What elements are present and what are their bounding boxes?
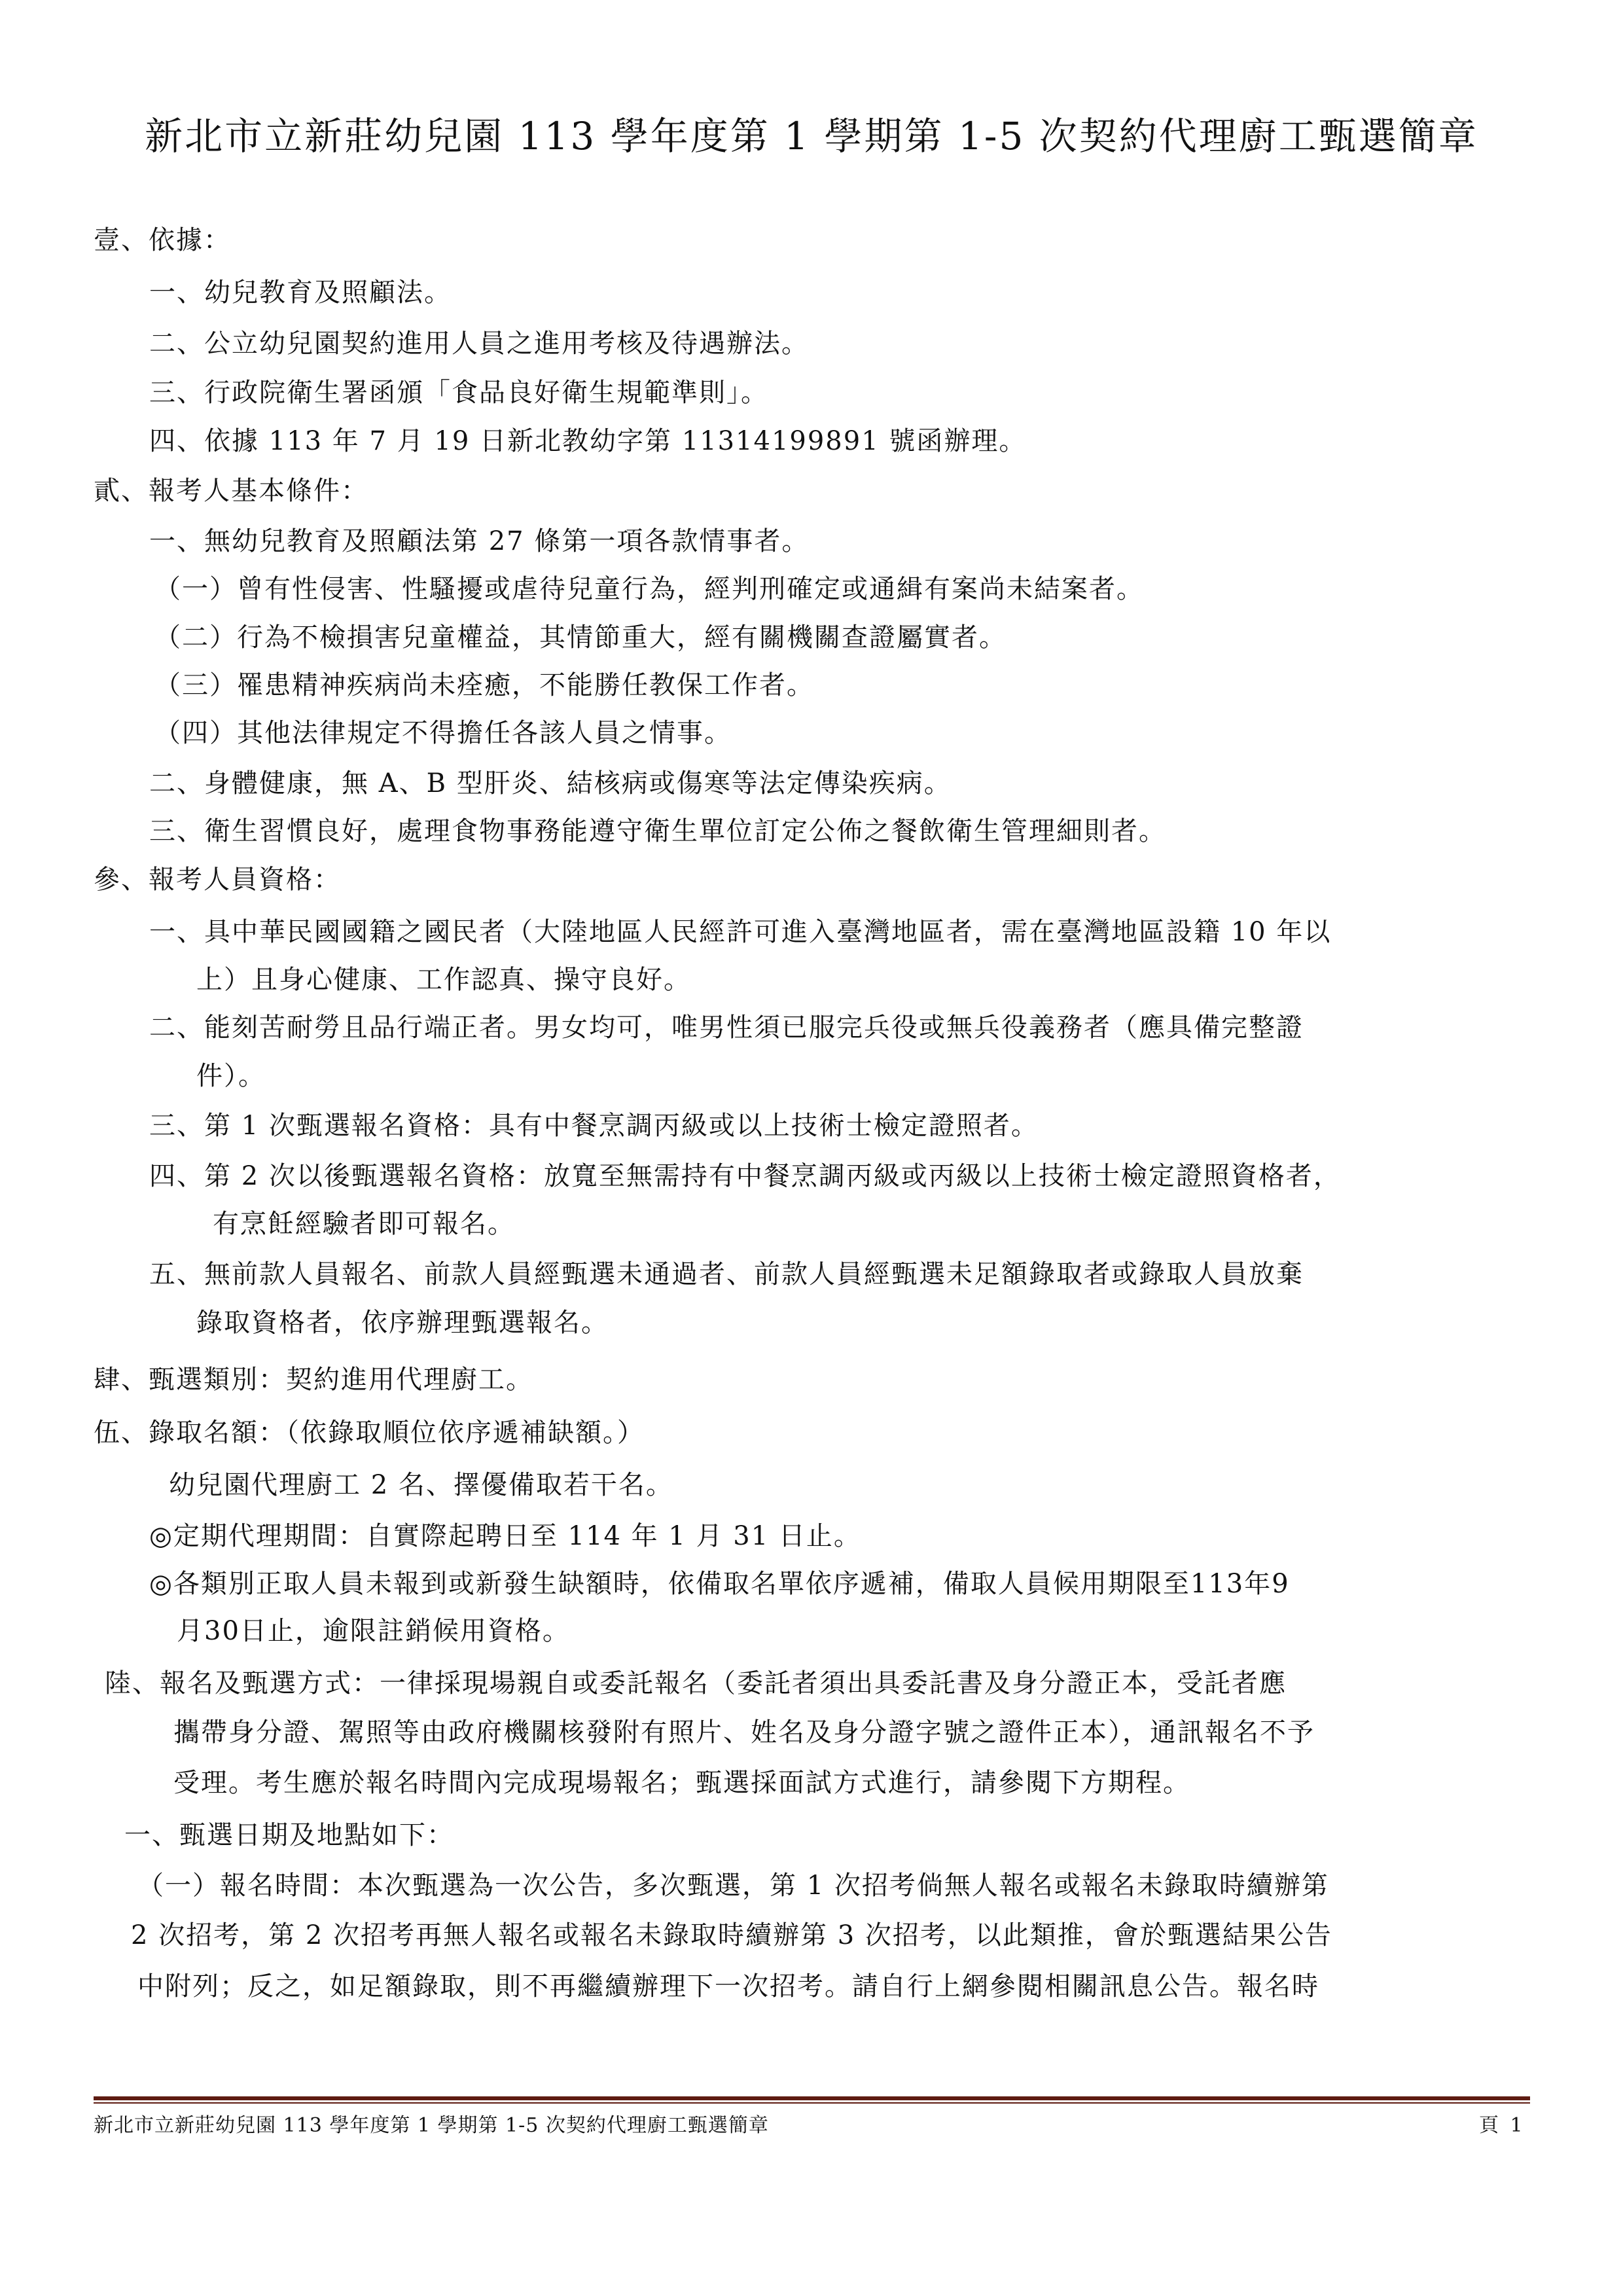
body-line: 三、行政院衛生署函頒「食品良好衛生規範準則」。	[149, 378, 768, 408]
section-heading: 壹、依據：	[94, 225, 231, 255]
body-line: （三）罹患精神疾病尚未痊癒，不能勝任教保工作者。	[154, 670, 814, 700]
body-line: ◎各類別正取人員未報到或新發生缺額時，依備取名單依序遞補，備取人員候用期限至113年9	[149, 1569, 1290, 1599]
body-line: （二）行為不檢損害兒童權益，其情節重大，經有關機關查證屬實者。	[154, 622, 1007, 653]
body-line: 攜帶身分證、駕照等由政府機關核發附有照片、姓名及身分證字號之證件正本），通訊報名不予	[173, 1717, 1315, 1748]
body-line: 三、衛生習慣良好，處理食物事務能遵守衛生單位訂定公佈之餐飲衛生管理細則者。	[149, 816, 1166, 846]
body-line: 中附列；反之，如足額錄取，則不再繼續辦理下一次招考。請自行上網參閱相關訊息公告。報名時	[137, 1971, 1319, 2001]
body-line: 受理。考生應於報名時間內完成現場報名；甄選採面試方式進行，請參閱下方期程。	[173, 1768, 1190, 1798]
body-line: （四）其他法律規定不得擔任各該人員之情事。	[154, 718, 732, 748]
section-heading: 伍、錄取名額：（依錄取順位依序遞補缺額。）	[94, 1418, 645, 1448]
body-line: 四、依據 113 年 7 月 19 日新北教幼字第 11314199891 號函辦理。	[149, 426, 1027, 456]
page-number: 頁 1	[1479, 2114, 1525, 2137]
body-line: 一、具中華民國國籍之國民者（大陸地區人民經許可進入臺灣地區者，需在臺灣地區設籍 10 年以	[149, 917, 1332, 947]
section-heading: 陸、報名及甄選方式：一律採現場親自或委託報名（委託者須出具委託書及身分證正本，受託者應	[105, 1668, 1287, 1698]
body-line: 錄取資格者，依序辦理甄選報名。	[196, 1308, 609, 1338]
body-line: 二、身體健康，無 A、B 型肝炎、結核病或傷寒等法定傳染疾病。	[149, 768, 952, 798]
body-line: 2 次招考，第 2 次招考再無人報名或報名未錄取時續辦第 3 次招考，以此類推，會於甄選結果公告	[131, 1920, 1332, 1950]
body-line: （一）報名時間：本次甄選為一次公告，多次甄選，第 1 次招考倘無人報名或報名未錄取時續辦第	[137, 1871, 1329, 1901]
body-line: 三、第 1 次甄選報名資格：具有中餐烹調丙級或以上技術士檢定證照者。	[149, 1111, 1039, 1141]
body-line: 五、無前款人員報名、前款人員經甄選未通過者、前款人員經甄選未足額錄取者或錄取人員放棄	[149, 1259, 1304, 1289]
document-title: 新北市立新莊幼兒園 113 學年度第 1 學期第 1-5 次契約代理廚工甄選簡章	[145, 114, 1478, 158]
footer-divider	[94, 2096, 1530, 2100]
section-heading: 貳、報考人基本條件：	[94, 476, 368, 506]
body-line: 二、能刻苦耐勞且品行端正者。男女均可，唯男性須已服完兵役或無兵役義務者（應具備完整證	[149, 1013, 1304, 1043]
body-line: 月30日止，逾限註銷候用資格。	[177, 1616, 570, 1646]
body-line: ◎定期代理期間：自實際起聘日至 114 年 1 月 31 日止。	[149, 1521, 861, 1551]
body-line: 上）且身心健康、工作認真、操守良好。	[196, 965, 691, 995]
body-line: （一）曾有性侵害、性騷擾或虐待兒童行為，經判刑確定或通緝有案尚未結案者。	[154, 574, 1144, 604]
body-line: 一、無幼兒教育及照顧法第 27 條第一項各款情事者。	[149, 526, 810, 556]
body-line: 四、第 2 次以後甄選報名資格：放寬至無需持有中餐烹調丙級或丙級以上技術士檢定證照資格者，	[149, 1161, 1341, 1191]
body-line: 一、甄選日期及地點如下：	[124, 1820, 454, 1850]
section-heading: 肆、甄選類別：契約進用代理廚工。	[94, 1365, 533, 1395]
body-line: 件）。	[196, 1061, 266, 1091]
body-line: 一、幼兒教育及照顧法。	[149, 278, 452, 308]
section-heading: 參、報考人員資格：	[94, 865, 341, 895]
body-line: 二、公立幼兒園契約進用人員之進用考核及待遇辦法。	[149, 329, 809, 359]
footer-title: 新北市立新莊幼兒園 113 學年度第 1 學期第 1-5 次契約代理廚工甄選簡章	[94, 2114, 769, 2137]
body-line: 有烹飪經驗者即可報名。	[213, 1209, 515, 1239]
footer-divider-thin	[94, 2102, 1530, 2104]
body-line: 幼兒園代理廚工 2 名、擇優備取若干名。	[169, 1470, 673, 1500]
